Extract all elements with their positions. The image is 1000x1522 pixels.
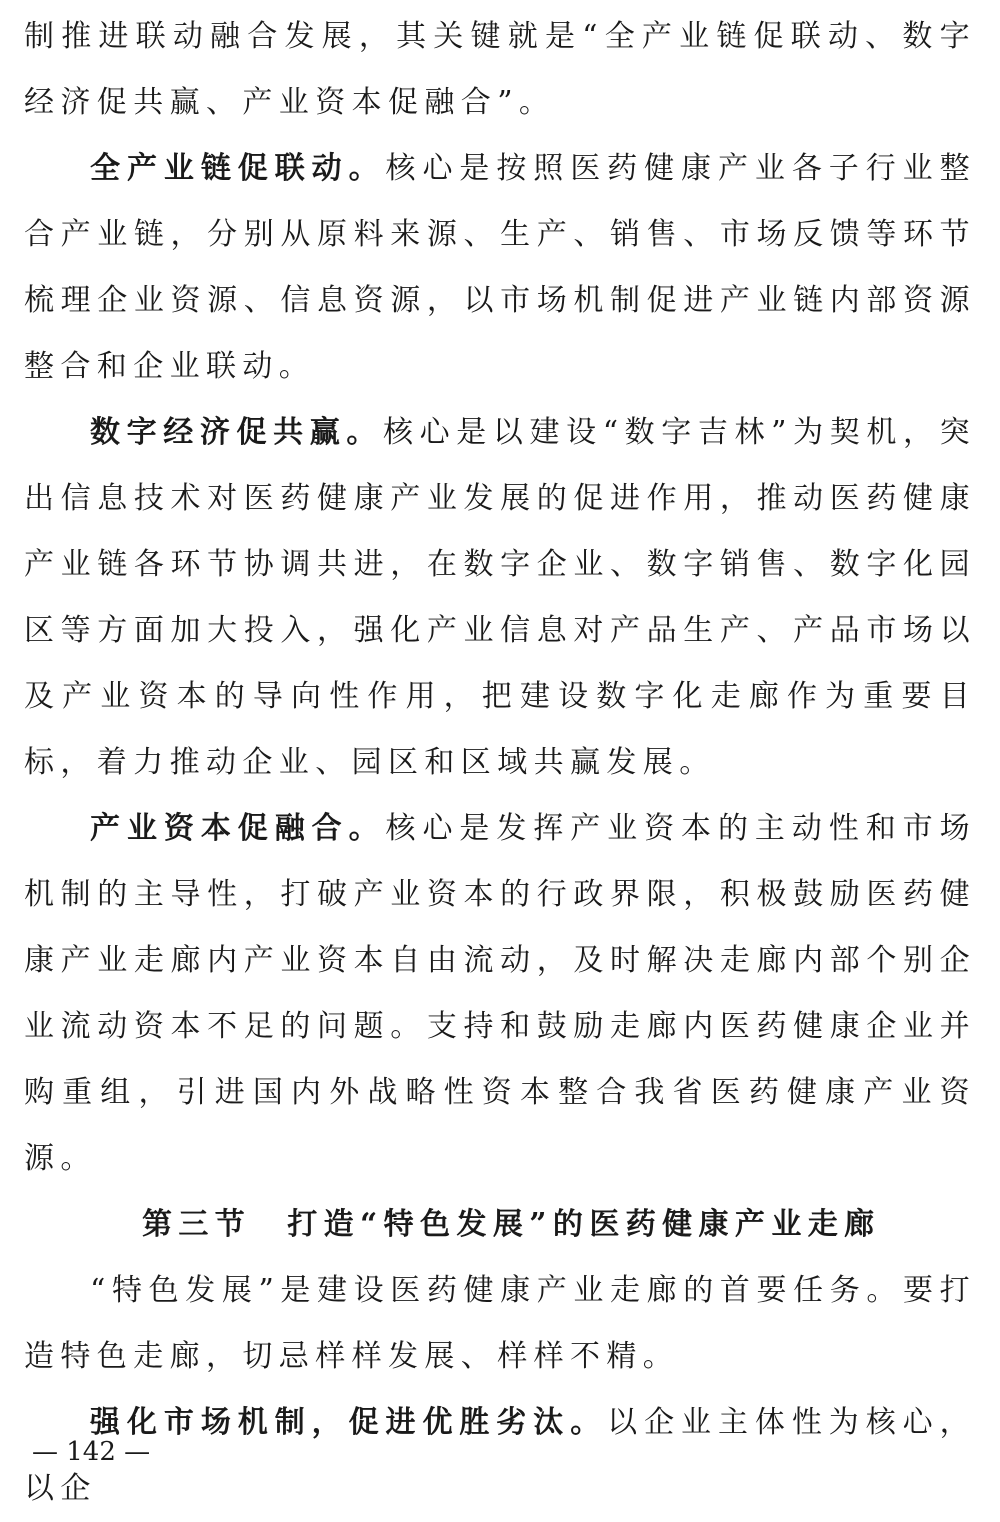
paragraph-lead: 强化市场机制，促进优胜劣汰。: [90, 1405, 608, 1440]
paragraph-text: “特色发展”是建设医药健康产业走廊的首要任务。要打造特色走廊，切忌样样发展、样样不精。: [24, 1273, 976, 1374]
paragraph-continuation: [24, 4, 976, 136]
section-title: 打造“特色发展”的医药健康产业走廊: [287, 1207, 881, 1242]
paragraph-text: 核心是按照医药健康产业各子行业整合产业链，分别从原料来源、生产、销售、市场反馈等环节梳理企业资源、信息资源，以市场机制促进产业链内部资源整合和企业联动。: [24, 151, 976, 384]
section-number: 第三节: [142, 1207, 252, 1242]
paragraph-lead: 数字经济促共赢。: [90, 415, 383, 450]
paragraph-industry-chain: [24, 136, 976, 400]
paragraph-industrial-capital: [24, 796, 976, 1192]
paragraph-lead: 全产业链促联动。: [90, 151, 386, 186]
paragraph-text: 核心是发挥产业资本的主动性和市场机制的主导性，打破产业资本的行政界限，积极鼓励医药健康产业走廊内产业资本自由流动，及时解决走廊内部个别企业流动资本不足的问题。支持和鼓励走廊内医药健康企业并购重组，引进国内外战略性资本整合我省医药健康产业资源。: [24, 811, 976, 1176]
paragraph-text: 核心是以建设“数字吉林”为契机，突出信息技术对医药健康产业发展的促进作用，推动医药健康产业链各环节协调共进，在数字企业、数字销售、数字化园区等方面加大投入，强化产业信息对产品生产、产品市场以及产业资本的导向性作用，把建设数字化走廊作为重要目标，着力推动企业、园区和区域共赢发展。: [24, 415, 976, 780]
paragraph-digital-economy: [24, 400, 976, 796]
page-number: — 142 —: [32, 1437, 151, 1467]
paragraph-text: 制推进联动融合发展，其关键就是“全产业链促联动、数字经济促共赢、产业资本促融合”。: [24, 19, 976, 120]
document-page: [24, 0, 976, 1522]
paragraph-market-mechanism: [24, 1390, 976, 1522]
paragraph-lead: 产业资本促融合。: [90, 811, 386, 846]
paragraph-special-development: [24, 1258, 976, 1390]
section-heading: [24, 1192, 976, 1258]
paragraph-text: 以企业主体性为核心，以企: [24, 1405, 977, 1506]
